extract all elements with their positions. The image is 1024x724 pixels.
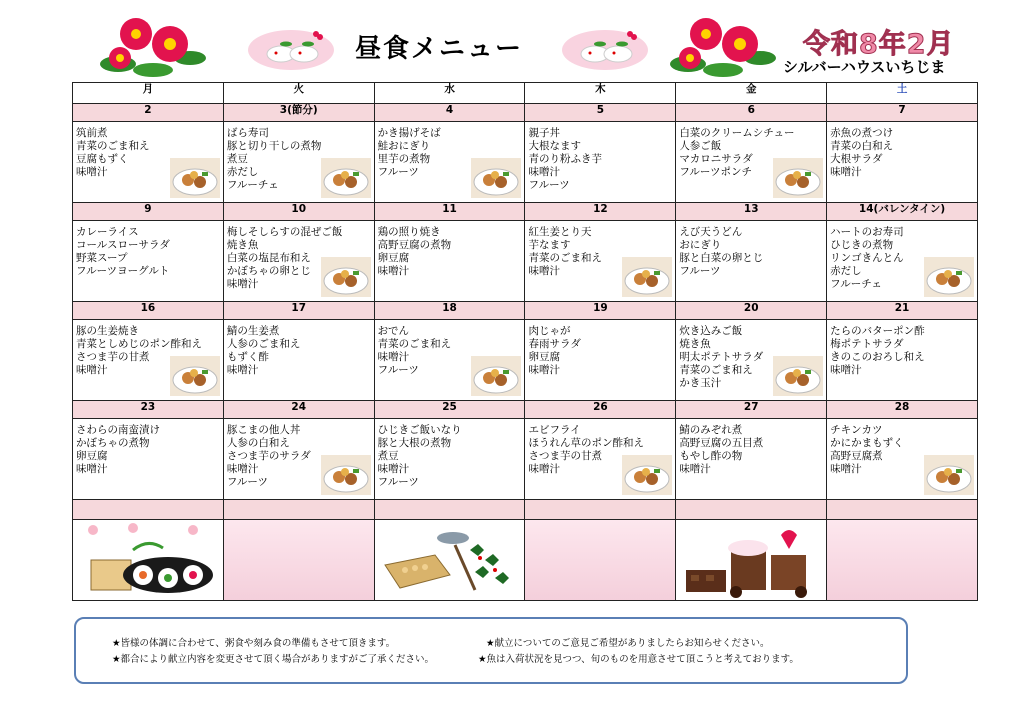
menu-item: 鯖のみぞれ煮 [679, 424, 743, 436]
menu-cell [676, 419, 827, 500]
menu-item: 味噌汁 [377, 463, 410, 475]
menu-item: もやし酢の物 [679, 450, 743, 462]
menu-item: 味噌汁 [830, 463, 862, 475]
menu-item: 白菜のクリームシチュー [679, 127, 795, 139]
camellia-flower-icon [668, 14, 778, 80]
menu-item: 青菜のごま和え [679, 364, 753, 376]
menu-cell [374, 320, 525, 401]
menu-item: 肉じゃが [528, 325, 571, 337]
date-cell: 17 [223, 302, 374, 320]
menu-cell [676, 320, 827, 401]
weekday-label: 火 [223, 83, 374, 104]
menu-cell [827, 221, 978, 302]
menu-item: 炊き込みご飯 [679, 325, 743, 337]
menu-cell [374, 221, 525, 302]
weekday-label: 月 [73, 83, 224, 104]
menu-item: ひじきの煮物 [830, 239, 894, 251]
menu-item: かき揚げそば [377, 127, 441, 139]
menu-cell [223, 122, 374, 203]
food-photo-icon [321, 455, 371, 495]
menu-item: 野菜スープ [76, 252, 128, 264]
snow-rabbit-icon [246, 24, 336, 72]
menu-item: 青菜の白和え [830, 140, 894, 152]
menu-row [73, 122, 978, 203]
weekday-label: 金 [676, 83, 827, 104]
menu-item: 人参のごま和え [226, 338, 301, 350]
menu-item: 明太ポテトサラダ [679, 351, 764, 363]
page-title: 昼食メニュー [355, 34, 524, 64]
menu-item: 煮豆 [377, 450, 399, 462]
menu-cell [525, 320, 676, 401]
chocolate-cake-icon [676, 520, 826, 600]
date-cell: 18 [374, 302, 525, 320]
menu-item: 味噌汁 [226, 278, 259, 290]
era-date: 令和8年2月 [803, 29, 955, 60]
menu-item: 味噌汁 [830, 364, 862, 376]
menu-item: かぼちゃの煮物 [76, 437, 150, 449]
menu-item: フルーツ [377, 364, 419, 376]
date-cell: 25 [374, 401, 525, 419]
menu-item: チキンカツ [830, 424, 883, 436]
menu-item: 味噌汁 [377, 265, 410, 277]
menu-item: フルーツ [226, 476, 268, 488]
menu-cell [223, 320, 374, 401]
menu-item: フルーツポンチ [679, 166, 752, 178]
menu-item: 味噌汁 [528, 166, 560, 178]
illustration-row [73, 520, 978, 601]
date-cell: 23 [73, 401, 224, 419]
menu-item: さわらの南蛮漬け [76, 424, 160, 436]
menu-item: 煮豆 [226, 153, 248, 165]
food-photo-icon [170, 356, 220, 396]
menu-item: 豚と大根の煮物 [377, 437, 452, 449]
menu-item: 味噌汁 [528, 463, 560, 475]
date-cell: 5 [525, 104, 676, 122]
menu-item: 赤だし [830, 265, 862, 277]
valentine-chocolate-illustration [676, 520, 826, 600]
menu-item: さつま芋のサラダ [226, 450, 311, 462]
menu-item: おでん [377, 325, 410, 337]
menu-item: 味噌汁 [377, 351, 410, 363]
menu-cell [827, 320, 978, 401]
menu-calendar [72, 82, 978, 601]
date-cell: 14(バレンタイン) [827, 203, 978, 221]
menu-item: 味噌汁 [76, 166, 108, 178]
menu-cell [73, 221, 224, 302]
ehomaki-icon [73, 520, 223, 600]
menu-item: 卵豆腐 [377, 252, 410, 264]
menu-item: きのこのおろし和え [830, 351, 925, 363]
date-cell: 27 [676, 401, 827, 419]
menu-item: 筑前煮 [76, 127, 108, 139]
menu-item: 人参の白和え [226, 437, 290, 449]
food-photo-icon [773, 158, 823, 198]
menu-item: フルーチェ [226, 179, 279, 191]
menu-item: 高野豆腐の煮物 [377, 239, 452, 251]
menu-item: 味噌汁 [830, 166, 862, 178]
menu-row [73, 419, 978, 500]
menu-item: おにぎり [679, 239, 722, 251]
note-text: ★魚は入荷状況を見つつ、旬のものを用意させて頂こうと考えております。 [478, 654, 799, 665]
menu-item: カレーライス [76, 226, 139, 238]
setsubun-illustration [73, 520, 223, 600]
menu-item: 豚の生姜焼き [76, 325, 139, 337]
menu-cell [73, 320, 224, 401]
food-photo-icon [924, 455, 974, 495]
weekday-label: 土 [827, 83, 978, 104]
menu-cell [374, 419, 525, 500]
date-cell: 12 [525, 203, 676, 221]
menu-row [73, 320, 978, 401]
food-photo-icon [471, 356, 521, 396]
weekday-header-row [73, 83, 978, 104]
menu-item: 味噌汁 [76, 364, 108, 376]
date-cell: 11 [374, 203, 525, 221]
menu-item: リンゴきんとん [830, 252, 904, 264]
menu-item: 青のり粉ふき芋 [528, 153, 602, 165]
menu-item: フルーツ [528, 179, 570, 191]
date-row [73, 401, 978, 419]
menu-item: 青菜のごま和え [377, 338, 452, 350]
snow-rabbit-icon [560, 24, 650, 72]
menu-item: 大根なます [528, 140, 581, 152]
menu-item: フルーツヨーグルト [76, 265, 170, 277]
menu-item: 豆腐もずく [76, 153, 129, 165]
menu-item: 高野豆腐の五目煮 [679, 437, 764, 449]
food-photo-icon [321, 257, 371, 297]
note-text: ★献立についてのご意見ご希望がありましたらお知らせください。 [486, 638, 770, 649]
menu-item: 白菜の塩昆布和え [226, 252, 311, 264]
menu-item: フルーチェ [830, 278, 882, 290]
note-text: ★都合により献立内容を変更させて頂く場合がありますがご了承ください。 [112, 654, 435, 665]
date-row [73, 302, 978, 320]
menu-cell [73, 122, 224, 203]
menu-item: 鶏の照り焼き [377, 226, 441, 238]
header [0, 0, 1024, 82]
menu-item: 卵豆腐 [528, 351, 560, 363]
food-photo-icon [471, 158, 521, 198]
menu-item: エビフライ [528, 424, 581, 436]
date-cell: 21 [827, 302, 978, 320]
menu-item: 卵豆腐 [76, 450, 108, 462]
menu-cell [73, 419, 224, 500]
menu-item: 親子丼 [528, 127, 560, 139]
date-cell: 16 [73, 302, 224, 320]
food-photo-icon [321, 158, 371, 198]
sakura-border-illustration [525, 520, 675, 600]
menu-cell [676, 122, 827, 203]
menu-item: 鯖の生姜煮 [226, 325, 280, 337]
menu-item: 里芋の煮物 [377, 153, 431, 165]
menu-item: 味噌汁 [528, 364, 560, 376]
date-cell: 6 [676, 104, 827, 122]
menu-item: 青菜のごま和え [76, 140, 150, 152]
menu-item: 青菜としめじのポン酢和え [76, 338, 202, 350]
menu-cell [676, 221, 827, 302]
menu-item: 赤魚の煮つけ [830, 127, 894, 139]
menu-item: さつま芋の甘煮 [76, 351, 150, 363]
menu-item: 味噌汁 [76, 463, 108, 475]
menu-item: もずく酢 [226, 351, 269, 363]
spacer-row [73, 500, 978, 520]
food-photo-icon [622, 257, 672, 297]
menu-item: えび天うどん [679, 226, 743, 238]
food-photo-icon [622, 455, 672, 495]
menu-item: 味噌汁 [226, 463, 259, 475]
date-cell: 26 [525, 401, 676, 419]
date-cell: 7 [827, 104, 978, 122]
menu-item: マカロニサラダ [679, 153, 753, 165]
menu-item: ひじきご飯いなり [377, 424, 462, 436]
menu-item: ほうれん草のポン酢和え [528, 437, 644, 449]
food-photo-icon [924, 257, 974, 297]
menu-cell [525, 221, 676, 302]
weekday-label: 木 [525, 83, 676, 104]
menu-item: ハートのお寿司 [830, 226, 904, 238]
menu-item: フルーツ [377, 166, 419, 178]
sakura-border-illustration [827, 520, 977, 600]
menu-cell [223, 419, 374, 500]
date-cell: 2 [73, 104, 224, 122]
menu-cell [374, 122, 525, 203]
menu-item: 焼き魚 [679, 338, 711, 350]
date-cell: 24 [223, 401, 374, 419]
date-cell: 3(節分) [223, 104, 374, 122]
menu-cell [223, 221, 374, 302]
food-photo-icon [773, 356, 823, 396]
date-cell: 4 [374, 104, 525, 122]
menu-item: ばら寿司 [226, 127, 269, 139]
menu-item: さつま芋の甘煮 [528, 450, 602, 462]
masu-beans-icon [375, 520, 525, 600]
menu-item: 豚と切り干しの煮物 [226, 140, 322, 152]
menu-item: フルーツ [377, 476, 419, 488]
sakura-border-illustration [224, 520, 374, 600]
menu-item: 味噌汁 [226, 364, 259, 376]
menu-item: 豚と白菜の卵とじ [679, 252, 764, 264]
menu-item: 大根サラダ [830, 153, 883, 165]
menu-item: 紅生姜とり天 [528, 226, 592, 238]
menu-item: 春雨サラダ [528, 338, 581, 350]
notes-box [74, 617, 908, 684]
menu-item: 赤だし [226, 166, 259, 178]
date-cell: 9 [73, 203, 224, 221]
menu-item: フルーツ [679, 265, 721, 277]
menu-item: たらのバターポン酢 [830, 325, 925, 337]
date-cell: 10 [223, 203, 374, 221]
menu-item: 梅ポテトサラダ [830, 338, 904, 350]
menu-cell [827, 419, 978, 500]
menu-item: コールスローサラダ [76, 239, 170, 251]
date-cell: 20 [676, 302, 827, 320]
menu-cell [827, 122, 978, 203]
menu-item: 高野豆腐煮 [830, 450, 883, 462]
menu-item: 人参ご飯 [679, 140, 722, 152]
date-cell: 19 [525, 302, 676, 320]
note-text: ★皆様の体調に合わせて、粥食や刻み食の準備もさせて頂きます。 [112, 638, 396, 649]
menu-item: 梅しそしらすの混ぜご飯 [226, 226, 343, 238]
date-cell: 13 [676, 203, 827, 221]
camellia-flower-icon [98, 14, 208, 80]
menu-cell [525, 122, 676, 203]
menu-cell [525, 419, 676, 500]
menu-row [73, 221, 978, 302]
menu-item: かき玉汁 [679, 377, 722, 389]
organization-name: シルバーハウスいちじま [783, 58, 946, 76]
date-cell: 28 [827, 401, 978, 419]
menu-item: 焼き魚 [226, 239, 259, 251]
menu-item: かぼちゃの卵とじ [226, 265, 311, 277]
date-row [73, 203, 978, 221]
menu-item: 芋なます [528, 239, 571, 251]
menu-item: 味噌汁 [528, 265, 560, 277]
food-photo-icon [170, 158, 220, 198]
menu-item: 豚こまの他人丼 [226, 424, 301, 436]
menu-item: 味噌汁 [679, 463, 711, 475]
weekday-label: 水 [374, 83, 525, 104]
date-row [73, 104, 978, 122]
menu-item: 青菜のごま和え [528, 252, 602, 264]
menu-item: かにかまもずく [830, 437, 904, 449]
menu-item: 鮭おにぎり [377, 140, 431, 152]
setsubun-beans-illustration [375, 520, 525, 600]
